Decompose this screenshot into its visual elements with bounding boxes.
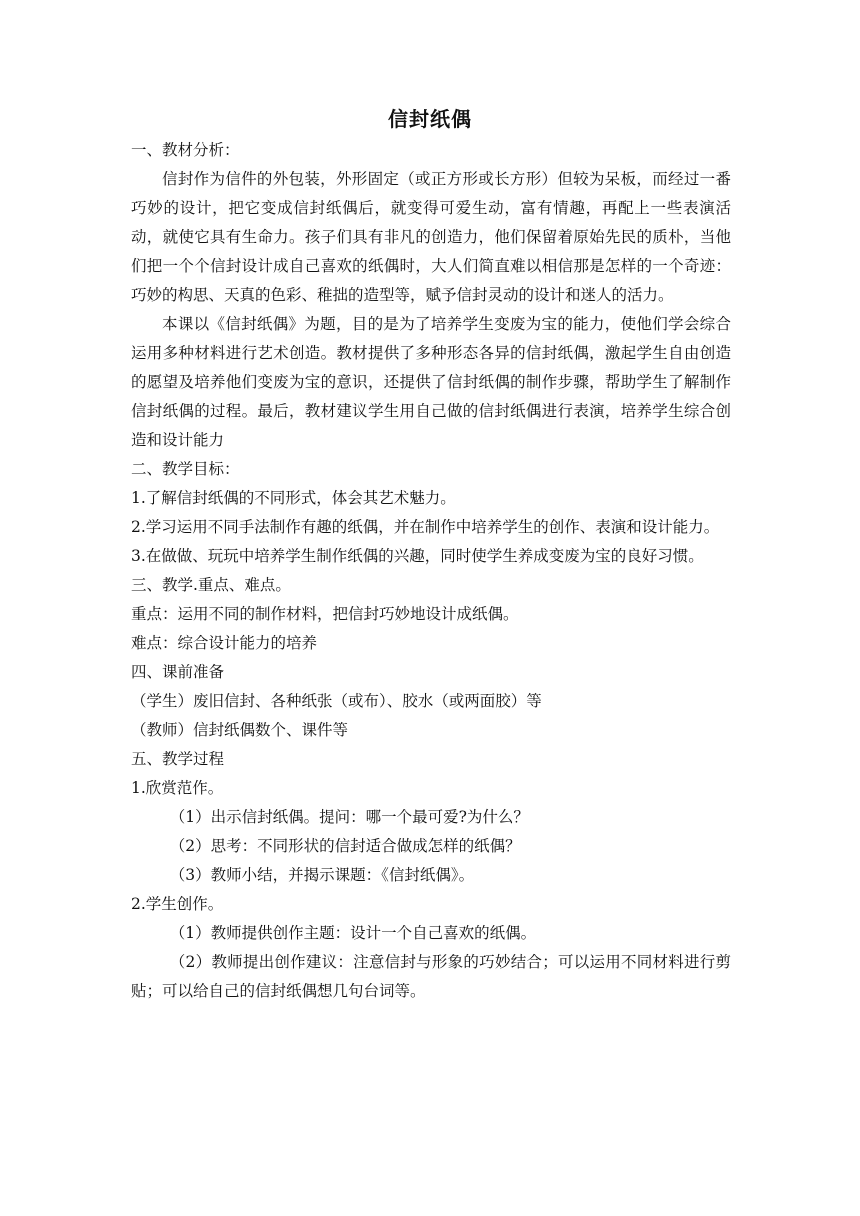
key-point: 重点：运用不同的制作材料，把信封巧妙地设计成纸偶。 bbox=[131, 605, 519, 623]
process-step-2-2: （2）教师提出创作建议：注意信封与形象的巧妙结合；可以运用不同材料进行剪贴；可以给自己的信封纸偶想几句台词等。 bbox=[131, 953, 731, 1000]
preparation-students: （学生）废旧信封、各种纸张（或布）、胶水（或两面胶）等 bbox=[131, 692, 542, 710]
process-step-1-3: （3）教师小结，并揭示课题：《信封纸偶》。 bbox=[169, 866, 475, 884]
section-heading-key-points: 三、教学.重点、难点。 bbox=[131, 576, 291, 594]
preparation-teacher: （教师）信封纸偶数个、课件等 bbox=[131, 721, 349, 739]
analysis-paragraph-1: 信封作为信件的外包装，外形固定（或正方形或长方形）但较为呆板，而经过一番巧妙的设计，把它变成信封纸偶后，就变得可爱生动，富有情趣，再配上一些表演活动，就使它具有生命力。孩子们具有非凡的创造力，他们保留着原始先民的质朴，当他们把一个个信封设计成自己喜欢的纸偶时，大人们简直难以相信那是怎样的一个奇迹：巧妙的构思、天真的色彩、稚拙的造型等，赋予信封灵动的设计和迷人的活力。 bbox=[131, 170, 731, 304]
goal-item-1: 1.了解信封纸偶的不同形式，体会其艺术魅力。 bbox=[131, 489, 456, 507]
section-heading-analysis: 一、教材分析： bbox=[131, 141, 240, 159]
section-heading-process: 五、教学过程 bbox=[131, 750, 225, 768]
analysis-paragraph-2: 本课以《信封纸偶》为题，目的是为了培养学生变废为宝的能力，使他们学会综合运用多种材料进行艺术创造。教材提供了多种形态各异的信封纸偶，激起学生自由创造的愿望及培养他们变废为宝的意识，还提供了信封纸偶的制作步骤，帮助学生了解制作信封纸偶的过程。最后，教材建议学生用自己做的信封纸偶进行表演，培养学生综合创造和设计能力 bbox=[131, 315, 731, 449]
section-heading-preparation: 四、课前准备 bbox=[131, 663, 225, 681]
process-step-1: 1.欣赏范作。 bbox=[131, 779, 224, 797]
difficult-point: 难点：综合设计能力的培养 bbox=[131, 634, 318, 652]
process-step-1-2: （2）思考：不同形状的信封适合做成怎样的纸偶？ bbox=[169, 837, 521, 855]
section-heading-goals: 二、教学目标： bbox=[131, 460, 240, 478]
process-step-2-1: （1）教师提供创作主题：设计一个自己喜欢的纸偶。 bbox=[169, 924, 537, 942]
goal-item-3: 3.在做做、玩玩中培养学生制作纸偶的兴趣，同时使学生养成变废为宝的良好习惯。 bbox=[131, 547, 704, 565]
document-title: 信封纸偶 bbox=[388, 107, 472, 131]
document-body bbox=[131, 136, 731, 1006]
process-step-1-1: （1）出示信封纸偶。提问：哪一个最可爱?为什么？ bbox=[169, 808, 529, 826]
process-step-2: 2.学生创作。 bbox=[131, 895, 224, 913]
goal-item-2: 2.学习运用不同手法制作有趣的纸偶，并在制作中培养学生的创作、表演和设计能力。 bbox=[131, 518, 720, 536]
